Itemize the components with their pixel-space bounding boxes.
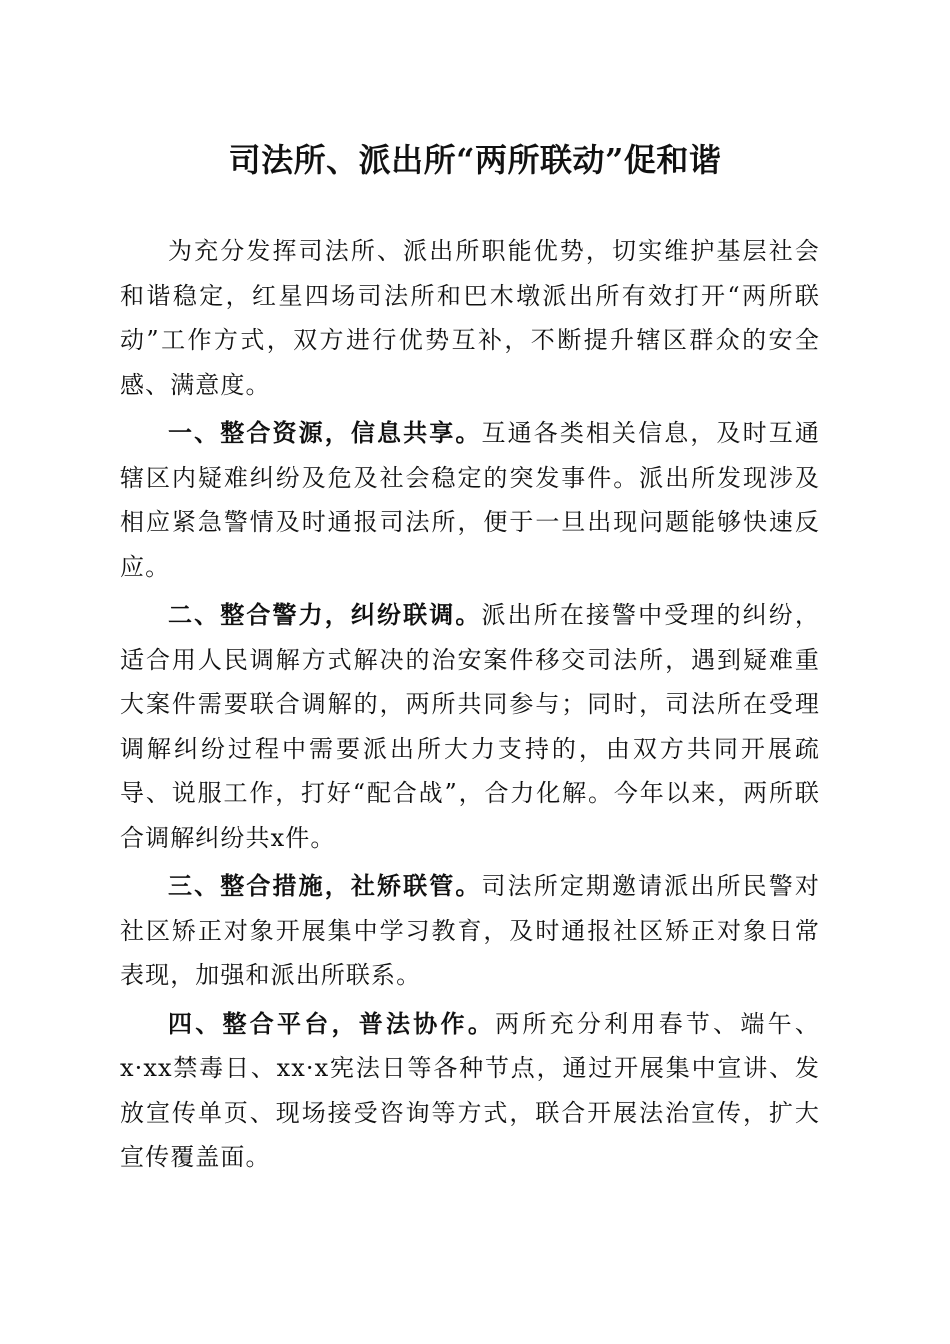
- section-paragraph-1: [120, 411, 820, 589]
- section-text-1: 互通各类相关信息，及时互通辖区内疑难纠纷及危及社会稳定的突发事件。派出所发现涉及相应紧急警情及时通报司法所，便于一旦出现问题能够快速反应。: [120, 419, 820, 581]
- section-heading-2: 二、整合警力，纠纷联调。: [168, 601, 482, 629]
- section-heading-4: 四、整合平台，普法协作。: [168, 1009, 496, 1038]
- section-paragraph-2: [120, 593, 820, 860]
- section-paragraph-3: [120, 864, 820, 998]
- section-heading-1: 一、整合资源，信息共享。: [168, 419, 482, 447]
- intro-paragraph: 为充分发挥司法所、派出所职能优势，切实维护基层社会和谐稳定，红星四场司法所和巴木墩派出所有效打开“两所联动”工作方式，双方进行优势互补，不断提升辖区群众的安全感、满意度。: [120, 237, 820, 399]
- section-text-4: 两所充分利用春节、端午、x·xx禁毒日、xx·x宪法日等各种节点，通过开展集中宣讲、发放宣传单页、现场接受咨询等方式，联合开展法治宣传，扩大宣传覆盖面。: [120, 1009, 820, 1171]
- section-text-2: 派出所在接警中受理的纠纷，适合用人民调解方式解决的治安案件移交司法所，遇到疑难重大案件需要联合调解的，两所共同参与；同时，司法所在受理调解纠纷过程中需要派出所大力支持的，由双方共同开展疏导、说服工作，打好“配合战”，合力化解。今年以来，两所联合调解纠纷共x件。: [120, 601, 820, 852]
- section-heading-3: 三、整合措施，社矫联管。: [168, 872, 482, 900]
- document-body: [120, 229, 820, 1184]
- section-text-3: 司法所定期邀请派出所民警对社区矫正对象开展集中学习教育，及时通报社区矫正对象日常表现，加强和派出所联系。: [120, 872, 820, 989]
- document-title: 司法所、派出所“两所联动”促和谐: [228, 141, 722, 179]
- section-paragraph-4: [120, 1002, 820, 1180]
